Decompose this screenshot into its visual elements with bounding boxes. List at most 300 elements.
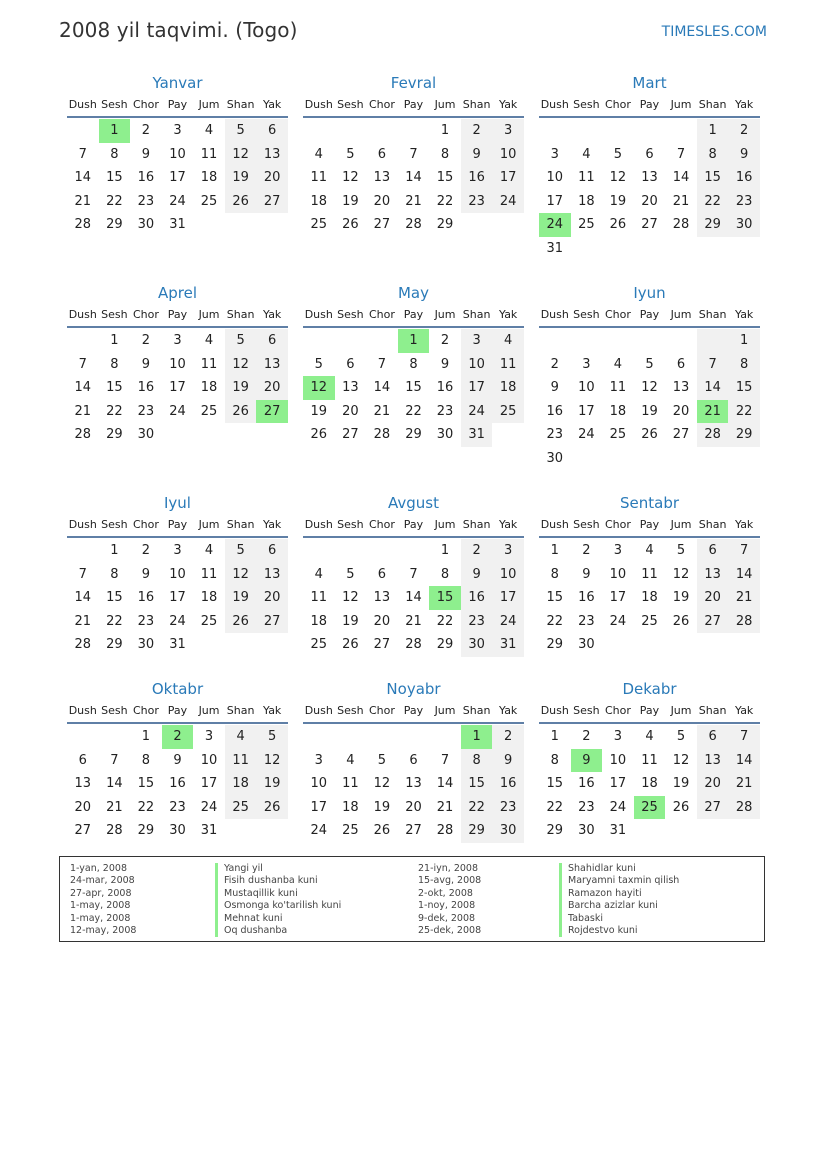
weekday-label: Yak: [734, 518, 754, 531]
legend-holiday-date: 1-noy, 2008: [418, 900, 476, 912]
day-cell: 9: [173, 752, 182, 768]
day-cell: 3: [204, 729, 214, 744]
weekday-label: Sesh: [337, 704, 364, 717]
day-cell: 27: [256, 610, 288, 634]
legend-holiday-name: Rojdestvo kuni: [559, 925, 679, 937]
day-cell: 30: [578, 637, 595, 653]
month-noyabr: [303, 678, 524, 843]
weekday-label: Pay: [639, 704, 660, 717]
holiday-day-cell: 27: [256, 400, 288, 424]
legend-holiday-name: Mustaqillik kuni: [215, 888, 341, 900]
day-cell: 12: [256, 749, 288, 773]
weekday-label: Jum: [434, 98, 456, 111]
day-cell: 10: [169, 566, 186, 582]
day-cell: 17: [169, 590, 186, 606]
day-cell: 30: [728, 213, 760, 237]
day-cell: 20: [256, 586, 288, 610]
day-cell: 24: [578, 427, 595, 443]
empty-day-cell: [728, 819, 760, 843]
day-cell: 4: [582, 146, 591, 162]
empty-day-cell: [225, 819, 257, 843]
month-name: Aprel: [157, 284, 198, 302]
legend-dates-right: [418, 863, 481, 937]
day-cell: 4: [346, 752, 355, 768]
day-cell: 29: [697, 213, 729, 237]
day-cell: 3: [582, 356, 591, 372]
day-cell: 28: [74, 217, 92, 233]
weekday-label: Jum: [670, 308, 692, 321]
day-cell: 8: [461, 749, 493, 773]
day-cell: 13: [256, 353, 288, 377]
day-cell: 4: [225, 725, 257, 749]
weekday-label: Yak: [734, 308, 754, 321]
weekday-header: [67, 94, 288, 118]
day-cell: 25: [200, 193, 218, 209]
day-cell: 8: [110, 146, 119, 162]
day-cell: 3: [173, 123, 182, 138]
weekday-label: Jum: [198, 98, 220, 111]
legend-holiday-name: Ramazon hayiti: [559, 888, 679, 900]
day-cell: 10: [609, 566, 627, 582]
empty-day-cell: [99, 725, 131, 749]
legend-holiday-name: Yangi yil: [215, 863, 341, 875]
day-cell: 12: [225, 143, 257, 167]
day-cell: 17: [609, 590, 627, 606]
day-cell: 16: [492, 772, 524, 796]
day-cell: 17: [609, 776, 627, 792]
empty-day-cell: [634, 819, 666, 843]
day-cell: 3: [173, 543, 182, 558]
day-cell: 18: [225, 772, 257, 796]
day-cell: 21: [405, 613, 422, 629]
legend-holiday-date: 1-yan, 2008: [70, 863, 127, 874]
day-cell: 11: [609, 380, 627, 396]
day-cell: 5: [613, 146, 623, 162]
day-cell: 5: [225, 119, 257, 143]
weekday-label: Chor: [604, 704, 631, 717]
day-cell: 14: [106, 776, 123, 792]
weekday-label: Jum: [670, 98, 692, 111]
day-cell: 30: [461, 633, 493, 657]
day-cell: 7: [409, 146, 418, 162]
day-cell: 10: [169, 356, 186, 372]
day-cell: 27: [672, 427, 690, 443]
month-name: Oktabr: [151, 680, 204, 698]
legend-holiday-date: 15-avg, 2008: [418, 875, 482, 887]
weekday-header: [539, 304, 760, 328]
day-cell: 4: [204, 543, 214, 558]
day-cell: 21: [106, 799, 123, 815]
legend-holiday-date: 25-dek, 2008: [418, 924, 482, 936]
day-cell: 10: [169, 146, 186, 162]
weekday-label: Yak: [262, 518, 282, 531]
day-cell: 23: [461, 610, 493, 634]
day-cell: 13: [405, 776, 422, 792]
page-title: 2008 yil taqvimi. (Togo): [59, 18, 298, 42]
day-cell: 10: [492, 143, 524, 167]
day-cell: 31: [609, 823, 627, 839]
empty-day-cell: [193, 213, 225, 237]
weekday-label: Shan: [462, 308, 491, 321]
day-cell: 4: [645, 729, 654, 744]
day-cell: 6: [377, 566, 387, 582]
weekday-label: Dush: [68, 98, 97, 111]
weekday-label: Dush: [540, 98, 569, 111]
day-cell: 27: [697, 796, 729, 820]
day-cell: 25: [310, 637, 328, 653]
day-cell: 7: [697, 353, 729, 377]
month-name: Iyun: [633, 284, 666, 302]
day-cell: 14: [436, 776, 454, 792]
day-cell: 31: [200, 823, 218, 839]
weekday-label: Chor: [132, 518, 159, 531]
weekday-label: Sesh: [337, 308, 364, 321]
day-cell: 23: [578, 799, 595, 815]
legend-holiday-name: Barcha azizlar kuni: [559, 900, 679, 912]
day-cell: 25: [200, 613, 218, 629]
weekday-label: Pay: [403, 308, 424, 321]
weekday-label: Jum: [670, 518, 692, 531]
day-cell: 20: [405, 799, 422, 815]
month-aprel: [67, 282, 288, 447]
day-cell: 11: [578, 170, 595, 186]
day-cell: 22: [106, 193, 123, 209]
month-sentabr: [539, 492, 760, 657]
day-cell: 19: [672, 776, 690, 792]
day-cell: 28: [373, 427, 391, 443]
weekday-label: Jum: [198, 518, 220, 531]
day-cell: 8: [728, 353, 760, 377]
day-cell: 18: [609, 403, 627, 419]
weekday-label: Yak: [498, 308, 518, 321]
month-iyul: [67, 492, 288, 657]
day-cell: 7: [440, 752, 450, 768]
day-cell: 14: [74, 590, 92, 606]
day-cell: 19: [373, 799, 391, 815]
day-cell: 16: [137, 170, 155, 186]
weekday-label: Chor: [368, 98, 395, 111]
holiday-day-cell: 2: [162, 725, 194, 749]
day-cell: 25: [225, 796, 257, 820]
day-cell: 20: [697, 586, 729, 610]
day-cell: 12: [373, 776, 391, 792]
day-cell: 11: [310, 170, 328, 186]
day-cell: 6: [409, 752, 418, 768]
empty-day-cell: [366, 725, 398, 749]
empty-day-cell: [303, 329, 335, 353]
day-cell: 10: [310, 776, 328, 792]
legend-holiday-date: 24-mar, 2008: [70, 875, 135, 887]
brand-link[interactable]: TIMESLES.COM: [661, 24, 767, 40]
day-cell: 23: [578, 613, 595, 629]
weekday-label: Yak: [262, 308, 282, 321]
empty-day-cell: [602, 119, 634, 143]
day-cell: 2: [440, 333, 450, 348]
weekday-label: Pay: [639, 308, 660, 321]
day-cell: 23: [137, 193, 155, 209]
weekday-label: Chor: [604, 308, 631, 321]
empty-day-cell: [193, 423, 225, 447]
day-cell: 1: [110, 543, 119, 558]
weekday-label: Jum: [198, 704, 220, 717]
day-cell: 1: [141, 729, 151, 744]
weekday-label: Shan: [226, 308, 255, 321]
day-cell: 13: [641, 170, 658, 186]
weekday-header: [303, 304, 524, 328]
day-cell: 5: [346, 146, 355, 162]
days-grid: [539, 539, 760, 657]
day-cell: 30: [137, 637, 155, 653]
weekday-label: Shan: [462, 518, 491, 531]
day-cell: 15: [106, 170, 123, 186]
day-cell: 24: [461, 400, 493, 424]
month-dekabr: [539, 678, 760, 843]
empty-day-cell: [571, 119, 603, 143]
day-cell: 2: [582, 729, 591, 744]
day-cell: 11: [200, 566, 218, 582]
day-cell: 29: [546, 637, 564, 653]
day-cell: 17: [492, 586, 524, 610]
empty-day-cell: [697, 819, 729, 843]
weekday-label: Shan: [462, 98, 491, 111]
day-cell: 29: [461, 819, 493, 843]
day-cell: 7: [78, 566, 87, 582]
empty-day-cell: [539, 119, 571, 143]
weekday-label: Yak: [262, 704, 282, 717]
days-grid: [539, 119, 760, 261]
legend-holiday-name: Tabaski: [559, 913, 679, 925]
day-cell: 28: [728, 796, 760, 820]
weekday-label: Pay: [167, 518, 188, 531]
day-cell: 25: [200, 403, 218, 419]
day-cell: 19: [225, 166, 257, 190]
day-cell: 31: [492, 633, 524, 657]
day-cell: 26: [641, 427, 658, 443]
day-cell: 2: [141, 333, 151, 348]
weekday-label: Sesh: [101, 704, 128, 717]
month-avgust: [303, 492, 524, 657]
day-cell: 18: [492, 376, 524, 400]
empty-day-cell: [634, 329, 666, 353]
day-cell: 18: [200, 380, 218, 396]
day-cell: 27: [373, 637, 391, 653]
day-cell: 15: [697, 166, 729, 190]
empty-day-cell: [665, 819, 697, 843]
day-cell: 24: [609, 613, 627, 629]
day-cell: 17: [310, 799, 328, 815]
empty-day-cell: [225, 423, 257, 447]
day-cell: 9: [141, 146, 151, 162]
day-cell: 24: [200, 799, 218, 815]
holiday-day-cell: 25: [634, 796, 666, 820]
day-cell: 7: [78, 356, 87, 372]
weekday-label: Shan: [226, 98, 255, 111]
days-grid: [303, 725, 524, 843]
days-grid: [539, 329, 760, 471]
day-cell: 25: [342, 823, 359, 839]
weekday-header: [67, 514, 288, 538]
day-cell: 13: [697, 749, 729, 773]
day-cell: 13: [697, 563, 729, 587]
day-cell: 13: [256, 143, 288, 167]
day-cell: 24: [169, 193, 186, 209]
month-name: Iyul: [164, 494, 191, 512]
weekday-label: Pay: [403, 98, 424, 111]
day-cell: 14: [728, 749, 760, 773]
day-cell: 13: [256, 563, 288, 587]
day-cell: 8: [440, 566, 450, 582]
empty-day-cell: [697, 329, 729, 353]
weekday-label: Sesh: [573, 98, 600, 111]
empty-day-cell: [67, 329, 99, 353]
day-cell: 23: [728, 190, 760, 214]
day-cell: 27: [641, 217, 658, 233]
weekday-label: Dush: [68, 308, 97, 321]
weekday-label: Dush: [304, 518, 333, 531]
day-cell: 2: [582, 543, 591, 558]
day-cell: 18: [200, 170, 218, 186]
empty-day-cell: [634, 633, 666, 657]
day-cell: 6: [676, 356, 686, 372]
day-cell: 5: [225, 329, 257, 353]
day-cell: 22: [405, 403, 422, 419]
holiday-day-cell: 1: [398, 329, 430, 353]
day-cell: 15: [436, 170, 454, 186]
empty-day-cell: [162, 423, 194, 447]
day-cell: 7: [110, 752, 119, 768]
day-cell: 6: [256, 539, 288, 563]
day-cell: 6: [697, 725, 729, 749]
day-cell: 1: [550, 729, 559, 744]
day-cell: 3: [492, 539, 524, 563]
day-cell: 23: [169, 799, 186, 815]
day-cell: 9: [550, 380, 559, 396]
day-cell: 18: [578, 193, 595, 209]
weekday-label: Dush: [68, 704, 97, 717]
legend-holiday-name: Maryamni taxmin qilish: [559, 875, 679, 887]
day-cell: 5: [256, 725, 288, 749]
day-cell: 28: [697, 423, 729, 447]
weekday-header: [539, 514, 760, 538]
day-cell: 7: [728, 725, 760, 749]
empty-day-cell: [602, 447, 634, 471]
day-cell: 5: [676, 729, 686, 744]
weekday-header: [539, 94, 760, 118]
day-cell: 8: [141, 752, 151, 768]
day-cell: 19: [256, 772, 288, 796]
day-cell: 27: [342, 427, 359, 443]
empty-day-cell: [602, 237, 634, 261]
weekday-label: Yak: [734, 98, 754, 111]
empty-day-cell: [256, 423, 288, 447]
weekday-label: Jum: [434, 704, 456, 717]
day-cell: 26: [256, 796, 288, 820]
day-cell: 25: [609, 427, 627, 443]
day-cell: 18: [310, 193, 328, 209]
day-cell: 9: [728, 143, 760, 167]
day-cell: 2: [728, 119, 760, 143]
legend-holiday-name: Fisih dushanba kuni: [215, 875, 341, 887]
day-cell: 8: [440, 146, 450, 162]
day-cell: 5: [676, 543, 686, 558]
day-cell: 22: [436, 193, 454, 209]
day-cell: 27: [74, 823, 92, 839]
day-cell: 29: [405, 427, 422, 443]
days-grid: [303, 119, 524, 237]
day-cell: 25: [310, 217, 328, 233]
day-cell: 7: [728, 539, 760, 563]
empty-day-cell: [602, 329, 634, 353]
day-cell: 5: [377, 752, 387, 768]
legend-names-right: [559, 863, 679, 937]
day-cell: 3: [613, 543, 623, 558]
holiday-day-cell: 21: [697, 400, 729, 424]
day-cell: 10: [492, 563, 524, 587]
day-cell: 31: [461, 423, 493, 447]
day-cell: 9: [141, 356, 151, 372]
day-cell: 4: [314, 566, 323, 582]
empty-day-cell: [67, 119, 99, 143]
empty-day-cell: [602, 633, 634, 657]
weekday-label: Dush: [304, 704, 333, 717]
day-cell: 1: [728, 329, 760, 353]
day-cell: 24: [609, 799, 627, 815]
day-cell: 14: [373, 380, 391, 396]
empty-day-cell: [571, 447, 603, 471]
day-cell: 11: [225, 749, 257, 773]
legend-holiday-name: Osmonga ko'tarilish kuni: [215, 900, 341, 912]
day-cell: 24: [310, 823, 328, 839]
day-cell: 19: [225, 376, 257, 400]
day-cell: 8: [550, 566, 559, 582]
legend-holiday-date: 1-may, 2008: [70, 912, 131, 924]
day-cell: 18: [310, 613, 328, 629]
empty-day-cell: [697, 447, 729, 471]
day-cell: 10: [578, 380, 595, 396]
day-cell: 30: [436, 427, 454, 443]
day-cell: 22: [697, 190, 729, 214]
day-cell: 6: [256, 329, 288, 353]
day-cell: 15: [106, 590, 123, 606]
day-cell: 20: [256, 166, 288, 190]
day-cell: 17: [169, 380, 186, 396]
day-cell: 5: [645, 356, 654, 372]
weekday-label: Pay: [167, 308, 188, 321]
day-cell: 30: [137, 427, 155, 443]
weekday-label: Yak: [498, 704, 518, 717]
day-cell: 30: [546, 450, 564, 466]
day-cell: 23: [137, 403, 155, 419]
day-cell: 13: [672, 380, 690, 396]
day-cell: 1: [440, 123, 450, 138]
weekday-label: Pay: [403, 704, 424, 717]
day-cell: 8: [550, 752, 559, 768]
day-cell: 26: [342, 637, 359, 653]
day-cell: 17: [169, 170, 186, 186]
holiday-day-cell: 1: [99, 119, 131, 143]
month-iyun: [539, 282, 760, 471]
legend-holiday-name: Oq dushanba: [215, 925, 341, 937]
month-name: Mart: [632, 74, 667, 92]
day-cell: 23: [436, 403, 454, 419]
day-cell: 27: [697, 610, 729, 634]
month-fevral: [303, 72, 524, 237]
holiday-day-cell: 24: [539, 213, 571, 237]
day-cell: 14: [405, 590, 422, 606]
day-cell: 26: [225, 610, 257, 634]
weekday-label: Pay: [403, 518, 424, 531]
weekday-label: Pay: [639, 518, 660, 531]
